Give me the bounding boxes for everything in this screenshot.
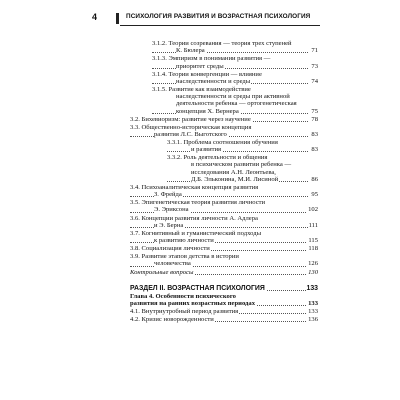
- toc-entry: [90, 71, 320, 85]
- page-header: [90, 12, 320, 26]
- toc-entry-text: 3.6. Концепции развития личности А. Адлера: [130, 214, 258, 222]
- toc-entry-text: З. Фрейда: [154, 191, 182, 199]
- toc-page-number: 118: [308, 245, 318, 253]
- running-title: ПСИХОЛОГИЯ РАЗВИТИЯ И ВОЗРАСТНАЯ ПСИХОЛОГИЯ: [126, 13, 311, 20]
- toc-entry: [90, 139, 320, 153]
- toc-entry: [90, 316, 320, 323]
- toc-entry-text: 3.4. Психоаналитическая концепция развития: [130, 183, 259, 191]
- section-gap: [90, 277, 320, 285]
- toc-entry-text: 3.1.5. Развитие как взаимодействие: [152, 85, 251, 93]
- toc-page-number: 78: [311, 115, 318, 123]
- page-number: 4: [92, 12, 98, 22]
- toc-entry-text: деятельности ребенка — ортогенетическая: [176, 100, 297, 108]
- toc-entry: [90, 154, 320, 183]
- toc-entry-text: развития на ранних возрастных периодах: [130, 299, 255, 307]
- toc-page-number: 71: [311, 47, 318, 55]
- toc-entry-text: и Э. Берна: [154, 221, 184, 229]
- toc-page-number: 83: [311, 130, 318, 138]
- header-rule: [120, 25, 320, 26]
- toc-entry-text: Э. Эриксона: [154, 206, 189, 214]
- toc-entry-text: 4.2. Кризис новорожденности: [130, 316, 214, 324]
- toc-entry-text: 3.1.2. Теории созревания — теория трех ступеней: [152, 40, 292, 47]
- toc-entry-text: исследования А.Н. Леонтьева,: [191, 168, 276, 176]
- toc-entry-text: в психическом развитии ребенка —: [191, 161, 292, 169]
- toc-entry: [90, 40, 320, 54]
- book-page: [90, 0, 320, 400]
- toc-entry: [90, 230, 320, 244]
- toc-entry-text: 3.1.4. Теории конвергенции — влияние: [152, 70, 262, 78]
- table-of-contents: [90, 40, 320, 324]
- toc-page-number: 83: [311, 146, 318, 154]
- section-title: РАЗДЕЛ II. ВОЗРАСТНАЯ ПСИХОЛОГИЯ: [130, 284, 265, 292]
- toc-entry-text: Д.Б. Эльконина, М.И. Лисиной: [191, 175, 279, 183]
- toc-page-number: 111: [308, 221, 318, 229]
- toc-entry-text: 3.3.1. Проблема соотношения обучения: [167, 138, 278, 146]
- toc-entry: [90, 86, 320, 115]
- toc-entry-text: 3.8. Социализация личности: [130, 245, 210, 253]
- toc-entry-text: и развития: [191, 146, 222, 154]
- toc-entry: [90, 199, 320, 213]
- section-heading: [90, 285, 320, 292]
- toc-page-number: 133: [308, 299, 318, 307]
- toc-page-number: 74: [311, 77, 318, 85]
- chapter-heading: [90, 293, 320, 307]
- toc-page-number: 136: [308, 316, 318, 324]
- toc-page-number: 102: [308, 206, 318, 214]
- toc-entry: [90, 184, 320, 198]
- toc-entry: [90, 253, 320, 267]
- toc-entry-text: наследственности и среды: [176, 77, 251, 85]
- toc-page-number: 115: [308, 237, 318, 245]
- toc-entry-text: 4.1. Внутриутробный период развития: [130, 308, 239, 316]
- header-bar: [116, 13, 119, 24]
- toc-entry-text: человечества: [154, 260, 191, 268]
- toc-page-number: 86: [311, 175, 318, 183]
- toc-entry-text: 3.1.3. Эмпиризм в понимании развития —: [152, 55, 271, 63]
- toc-page-number: 126: [308, 260, 318, 268]
- toc-page-number: 133: [308, 308, 318, 316]
- toc-entry: [90, 269, 320, 276]
- toc-entry-text: 3.3. Общественно-историческая концепция: [130, 123, 252, 131]
- toc-entry-text: 3.9. Развитие этапов детства в истории: [130, 253, 239, 261]
- toc-entry-text: приоритет среды: [176, 62, 224, 70]
- toc-page-number: 75: [311, 107, 318, 115]
- toc-page-number: 95: [311, 191, 318, 199]
- toc-entry: [90, 124, 320, 138]
- toc-entry-text: концепция Х. Вернера: [176, 107, 239, 115]
- toc-entry-text: наследственности и среды при активной: [176, 93, 290, 101]
- toc-entry-text: 3.5. Эпигенетическая теория развития личности: [130, 199, 266, 207]
- section-page: 133: [306, 284, 318, 292]
- toc-entry-text: К. Бюлера: [176, 47, 205, 55]
- toc-page-number: 130: [308, 268, 318, 276]
- toc-entry-text: развития Л.С. Выготского: [154, 130, 227, 138]
- toc-entry: [90, 245, 320, 252]
- toc-entry-text: 3.7. Когнитивный и гуманистический подходы: [130, 229, 262, 237]
- toc-entry-text: 3.2. Бихевиоризм: развитие через научение: [130, 115, 251, 123]
- toc-page-number: 73: [311, 62, 318, 70]
- toc-entry: [90, 55, 320, 69]
- toc-entry-text: Глава 4. Особенности психического: [130, 292, 236, 300]
- toc-entry-text: Контрольные вопросы: [130, 268, 194, 276]
- toc-entry: [90, 116, 320, 123]
- toc-entry-text: к развитию личности: [154, 237, 214, 245]
- toc-entry-text: 3.3.2. Роль деятельности и общения: [167, 154, 268, 162]
- toc-entry: [90, 215, 320, 229]
- toc-entry: [90, 308, 320, 315]
